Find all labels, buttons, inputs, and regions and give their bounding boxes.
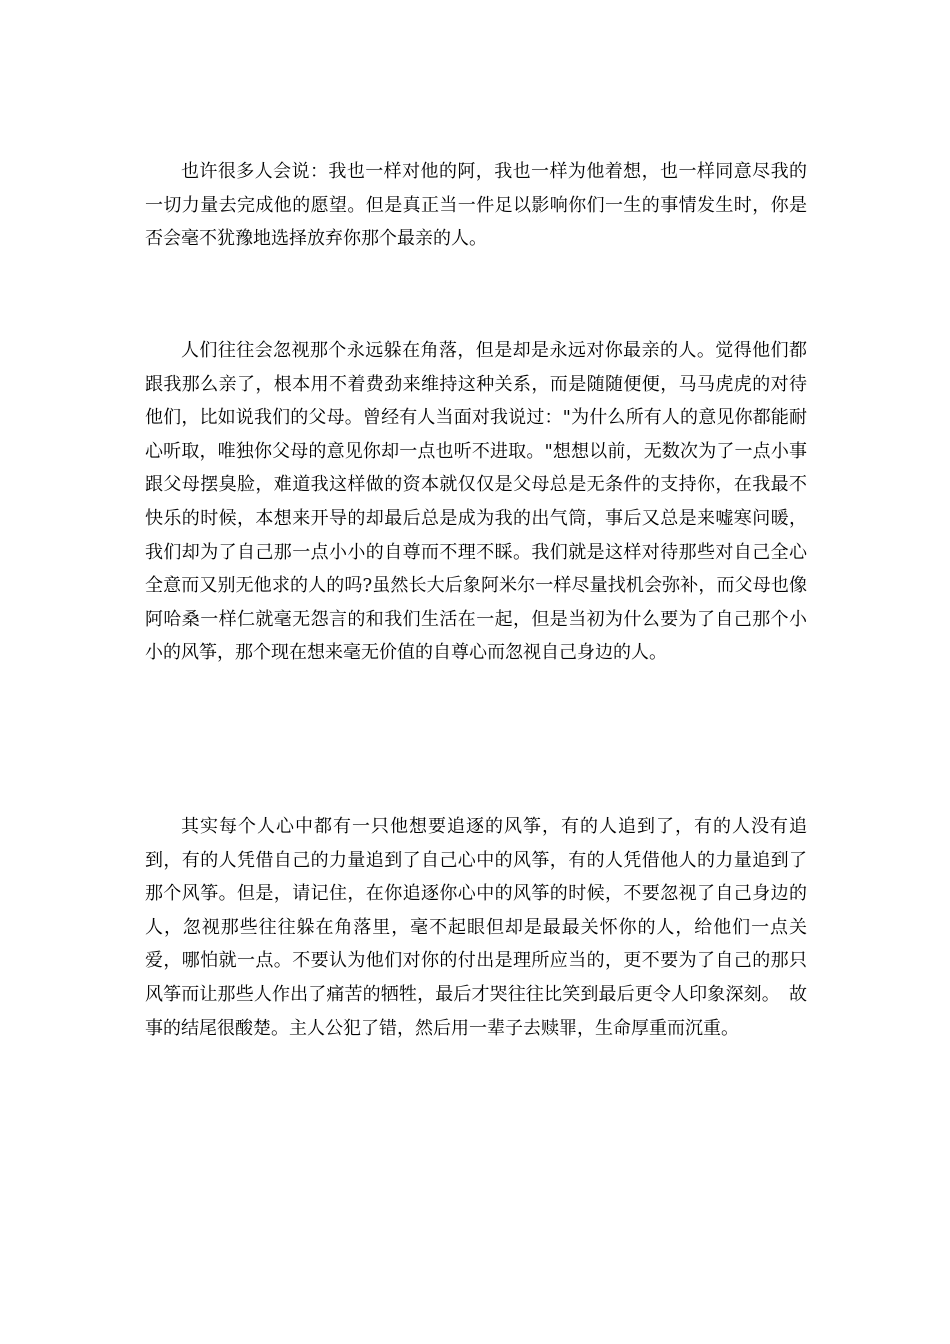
paragraph-1: 也许很多人会说：我也一样对他的阿，我也一样为他着想，也一样同意尽我的一切力量去完成他的愿望。但是真正当一件足以影响你们一生的事情发生时，你是否会毫不犹豫地选择放弃你那个最亲的人。 [145,161,807,250]
paragraph-3: 其实每个人心中都有一只他想要追逐的风筝，有的人追到了，有的人没有追到，有的人凭借自己的力量追到了自己心中的风筝，有的人凭借他人的力量追到了那个风筝。但是，请记住，在你追逐你心中的风筝的时候，不要忽视了自己身边的人，忽视那些往往躲在角落里，毫不起眼但却是最最关怀你的人，给他们一点关爱，哪怕就一点。不要认为他们对你的付出是理所应当的，更不要为了自己的那只风筝而让那些人作出了痛苦的牺牲，最后才哭往往比笑到最后更令人印象深刻。 故事的结尾很酸楚。主人公犯了错，然后用一辈子去赎罪，生命厚重而沉重。 [145,816,807,1039]
paragraph-2: 人们往往会忽视那个永远躲在角落，但是却是永远对你最亲的人。觉得他们都跟我那么亲了，根本用不着费劲来维持这种关系，而是随随便便，马马虎虎的对待他们，比如说我们的父母。曾经有人当面对我说过："为什么所有人的意见你都能耐心听取，唯独你父母的意见你却一点也听不进取。"想想以前，无数次为了一点小事跟父母摆臭脸，难道我这样做的资本就仅仅是父母总是无条件的支持你，在我最不快乐的时候，本想来开导的却最后总是成为我的出气筒，事后又总是来嘘寒问暖，我们却为了自己那一点小小的自尊而不理不睬。我们就是这样对待那些对自己全心全意而又别无他求的人的吗?虽然长大后象阿米尔一样尽量找机会弥补，而父母也像阿哈桑一样仁就毫无怨言的和我们生活在一起，但是当初为什么要为了自己那个小小的风筝，那个现在想来毫无价值的自尊心而忽视自己身边的人。 [145,340,807,664]
